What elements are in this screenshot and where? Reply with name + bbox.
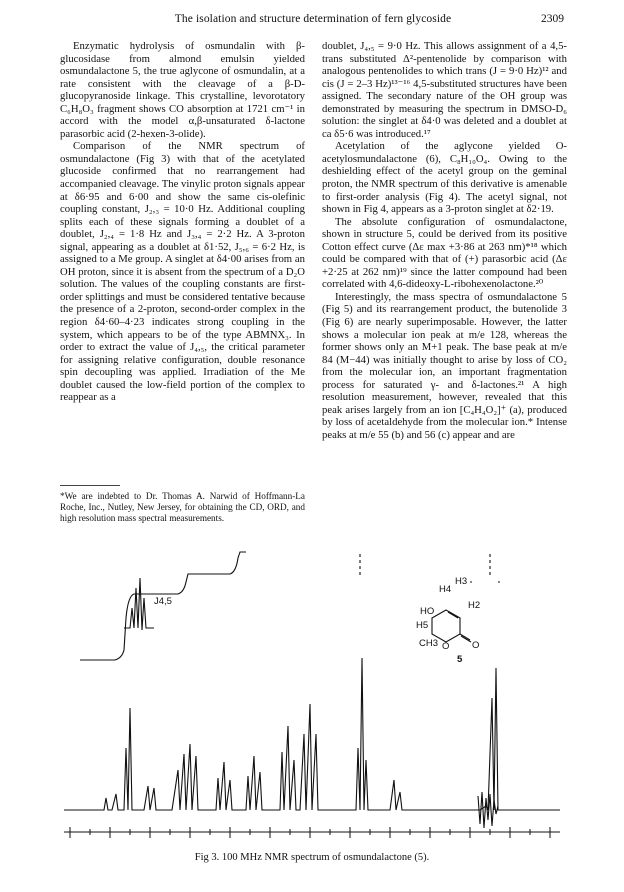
j45-label: J4,5 <box>154 596 172 607</box>
structure-label-h2: H2 <box>468 600 481 611</box>
footnote: *We are indebted to Dr. Thomas A. Narwid of Hoffmann-La Roche, Inc., Nutley, New Jersey, for obtaining the CD, ORD, and high resolution mass spectral measurements. <box>60 491 305 523</box>
running-head <box>60 13 564 29</box>
paragraph: Acetylation of the aglycone yielded O-acetylosmundalactone (6), C₈H₁₀O₄. Owing to the deshielding effect of the acetyl group on the geminal proton, the NMR spectrum of this derivative is amenable to first-order analysis (Fig 4). The acetyl signal, not shown in Fig 4, appears as a 3-proton singlet at δ2·19. <box>322 140 567 216</box>
structure-label-o-ring: O <box>442 641 450 652</box>
figure-nmr-spectrum <box>60 548 564 848</box>
structure-label-h3: H3 <box>455 576 468 587</box>
nmr-spectrum-plot <box>60 548 564 848</box>
page-number: 2309 <box>541 13 564 25</box>
right-column <box>322 40 567 442</box>
left-column <box>60 40 305 404</box>
paragraph: Comparison of the NMR spectrum of osmundalactone (Fig 3) with that of the acetylated glucoside confirmed that no rearrangement had accompanied cleavage. The vinylic proton signals appear at δ6·95 and 6·00 and show the same cis-olefinic coupling constant, J₂,₃ = 10·0 Hz. Additional coupling splits each of these signals forming a doublet of a doublet, J₂,₄ = 1·8 Hz and J₃,₄ = 2·2 Hz. A 3-proton signal, appearing as a doublet at δ1·52, J₅,₆ = 6·2 Hz, is assigned to a Me group. A singlet at δ4·00 arises from an OH proton, since it is absent from the spectrum of a D₂O solution. The values of the coupling constants are first-order splittings and must be considered tentative because the presence of a 2-proton, second-order complex in the region δ4·60–4·23 indicates strong coupling in the system, which appears to be of the type ABMNX₃. In order to extract the value of J₄,₅, the critical parameter for assigning relative configuration, double resonance spin decoupling was applied. Irradiation of the Me doublet caused the low-field portion of the complex to reappear as a <box>60 140 305 404</box>
paragraph: Interestingly, the mass spectra of osmundalactone 5 (Fig 5) and its rearrangement product, the butenolide 3 (Fig 6) are nearly superimposable. However, the latter shows a molecular ion peak at m/e 128, whereas the former shows only an M+1 peak. The base peak at m/e 84 (M−44) was initially thought to arise by loss of CO₂ from the molecular ion, an important fragmentation process for saturated γ- and δ-lactones.²¹ A high resolution measurement, however, revealed that this peak arises largely from an ion [C₄H₄O₂]⁺ (a), produced by loss of acetaldehyde from the molecular ion.* Intense peaks at m/e 55 (b) and 56 (c) appear and are <box>322 290 567 441</box>
structure-label-o-carbonyl: O <box>472 640 480 651</box>
structure-label-h4: H4 <box>439 584 452 595</box>
figure-caption: Fig 3. 100 MHz NMR spectrum of osmundalactone (5). <box>194 852 430 863</box>
running-title: The isolation and structure determination of fern glycoside <box>174 13 452 25</box>
spectrum-trace <box>64 658 560 810</box>
paragraph: doublet, J₄,₅ = 9·0 Hz. This allows assignment of a 4,5-trans substituted Δ²-pentenolide by comparison with analogous pentenolides to which trans (J = 9·0 Hz)¹² and cis (J = 2–3 Hz)¹³⁻¹⁶ 4,5-substituted structures have been assigned. The secondary nature of the OH group was demonstrated by measuring the spectrum in DMSO-D₆ solution: the singlet at δ4·0 was deleted and a doublet at ca δ5·6 was introduced.¹⁷ <box>322 40 567 140</box>
footnote-rule <box>60 485 120 486</box>
paragraph: The absolute configuration of osmundalactone, shown in structure 5, could be derived from its positive Cotton effect curve (Δε max +3·86 at 263 nm)*¹⁸ which could be compared with that of (+) parasorbic acid (Δε +2·25 at 262 nm)¹⁹ since the latter compound had been correlated with 4,6-dideoxy-L-ribohexenolactone.²⁰ <box>322 215 567 291</box>
compound-number: 5 <box>457 654 463 665</box>
structure-label-ho: HO <box>420 606 435 617</box>
structure-label-ch3: CH3 <box>419 638 439 649</box>
paragraph: Enzymatic hydrolysis of osmundalin with β-glucosidase from almond emulsin yielded osmundalactone 5, the true aglycone of osmundalin, at a rate consistent with the cleavage of a β-D-glucopyranoside linkage. This crystalline, levorotatory C₆H₈O₃ fragment shows CO absorption at 1721 cm⁻¹ in accord with the model α,β-unsaturated δ-lactone parasorbic acid (2-hexen-3-olide). <box>60 40 305 140</box>
structure-label-h5: H5 <box>416 620 429 631</box>
